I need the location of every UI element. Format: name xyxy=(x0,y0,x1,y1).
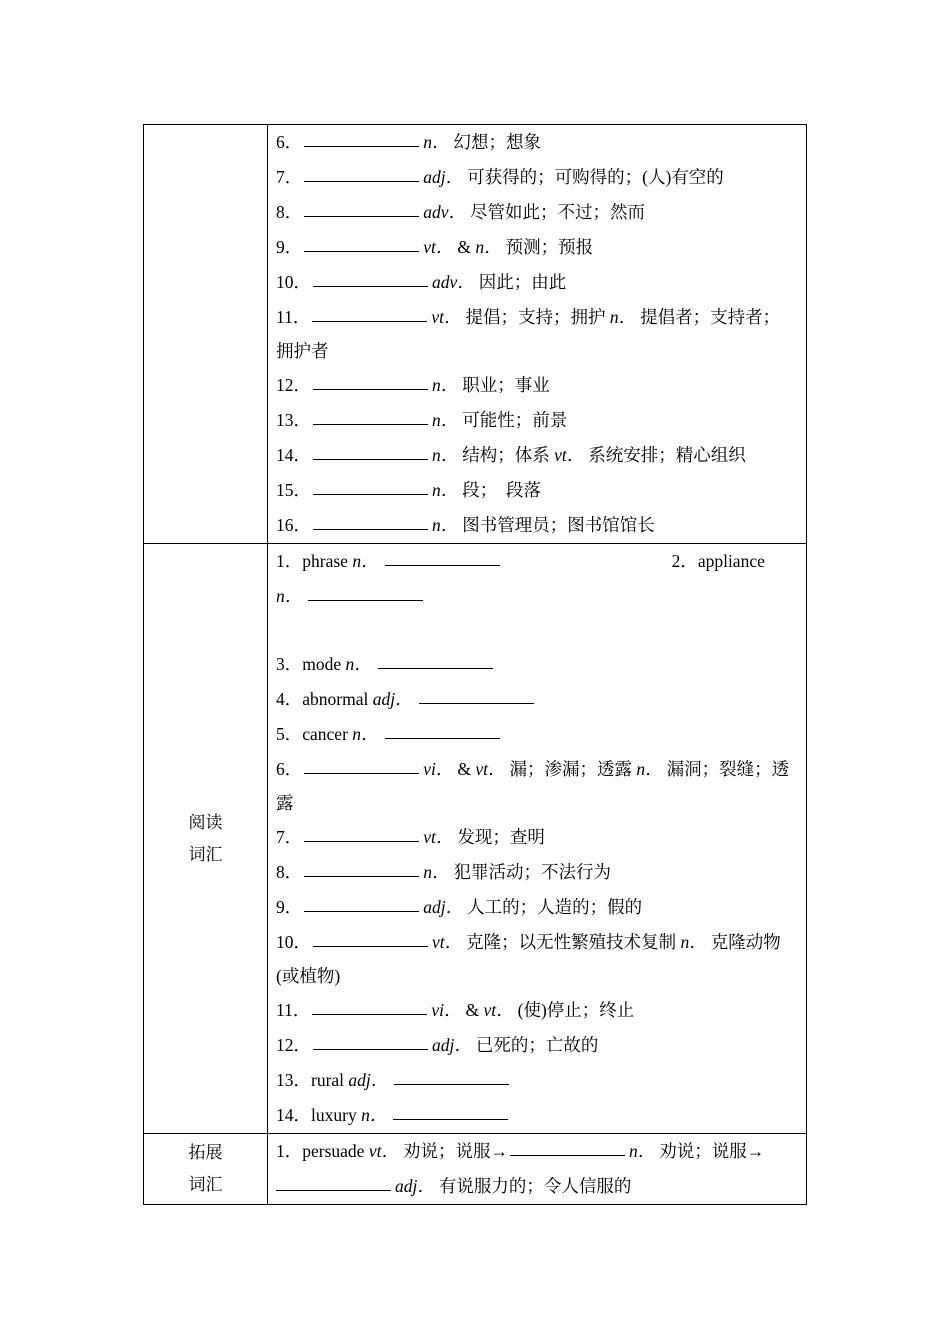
extended-category-cell xyxy=(144,1134,268,1205)
category-label: 词汇 xyxy=(188,1175,223,1195)
list-item: 14． n． 结构；体系 vt． 系统安排；精心组织 xyxy=(276,445,746,465)
answer-blank[interactable] xyxy=(313,493,428,495)
list-item: 1．phrase n． 2．appliance xyxy=(276,551,765,571)
answer-blank[interactable] xyxy=(385,737,500,739)
answer-blank[interactable] xyxy=(313,458,428,460)
reading-items-cell xyxy=(268,544,807,1134)
list-item: 14．luxury n． xyxy=(276,1098,797,1133)
answer-blank[interactable] xyxy=(313,1048,428,1050)
extended-vocab-row xyxy=(144,1134,807,1205)
list-item: 8． adv． 尽管如此；不过；然而 xyxy=(276,202,646,222)
answer-blank[interactable] xyxy=(393,1118,508,1120)
list-item: 7． vt． 发现；查明 xyxy=(276,827,545,847)
answer-blank[interactable] xyxy=(312,1013,427,1015)
answer-blank[interactable] xyxy=(304,215,419,217)
core-items-cell xyxy=(268,125,807,544)
list-item: 6． vi． & vt． 漏；渗漏；透露 n． 漏洞；裂缝；透露 xyxy=(276,759,790,813)
list-item: 9． adj． 人工的；人造的；假的 xyxy=(276,897,643,917)
answer-blank[interactable] xyxy=(304,772,419,774)
list-item: 4．abnormal adj． xyxy=(276,682,797,717)
category-label: 阅读 xyxy=(188,812,223,833)
list-item: 7． adj． 可获得的；可购得的；(人)有空的 xyxy=(276,167,724,187)
list-item: n． xyxy=(276,579,797,614)
list-item: 10． vt． 克隆；以无性繁殖技术复制 n． 克隆动物(或植物) xyxy=(276,932,781,986)
answer-blank[interactable] xyxy=(313,528,428,530)
vocabulary-table xyxy=(143,124,807,1205)
answer-blank[interactable] xyxy=(312,320,427,322)
list-item: 1．persuade vt． 劝说；说服→ n． 劝说；说服→ xyxy=(276,1141,765,1161)
answer-blank[interactable] xyxy=(276,1189,391,1191)
answer-blank[interactable] xyxy=(385,564,500,566)
answer-blank[interactable] xyxy=(313,388,428,390)
extended-items-cell xyxy=(268,1134,807,1205)
list-item: 5．cancer n． xyxy=(276,717,797,752)
list-item: 12． adj． 已死的；亡故的 xyxy=(276,1035,599,1055)
answer-blank[interactable] xyxy=(304,250,419,252)
answer-blank[interactable] xyxy=(394,1083,509,1085)
list-item: adj． 有说服力的；令人信服的 xyxy=(276,1169,797,1204)
list-item: 8． n． 犯罪活动；不法行为 xyxy=(276,862,611,882)
list-item: 13． n． 可能性；前景 xyxy=(276,410,568,430)
list-item: 11． vi． & vt． (使)停止；终止 xyxy=(276,1000,635,1020)
list-item: 16． n． 图书管理员；图书馆馆长 xyxy=(276,515,655,535)
reading-vocab-row xyxy=(144,544,807,1134)
answer-blank[interactable] xyxy=(308,599,423,601)
list-item: 12． n． 职业；事业 xyxy=(276,375,550,395)
list-item: 9． vt． & n． 预测；预报 xyxy=(276,237,594,257)
core-category-cell xyxy=(144,125,268,544)
core-vocab-row xyxy=(144,125,807,544)
answer-blank[interactable] xyxy=(313,945,428,947)
category-label: 词汇 xyxy=(188,844,223,865)
answer-blank[interactable] xyxy=(313,423,428,425)
answer-blank[interactable] xyxy=(304,875,419,877)
list-item: 6． n． 幻想；想象 xyxy=(276,132,541,152)
list-item: 11． vt． 提倡；支持；拥护 n． 提倡者；支持者；拥护者 xyxy=(276,307,781,361)
answer-blank[interactable] xyxy=(510,1154,625,1156)
answer-blank[interactable] xyxy=(304,840,419,842)
answer-blank[interactable] xyxy=(313,285,428,287)
list-item: 13．rural adj． xyxy=(276,1063,797,1098)
reading-category-cell xyxy=(144,544,268,1134)
answer-blank[interactable] xyxy=(378,667,493,669)
answer-blank[interactable] xyxy=(304,145,419,147)
list-item: 15． n． 段； 段落 xyxy=(276,480,541,500)
list-item: 10． adv． 因此；由此 xyxy=(276,272,567,292)
category-label: 拓展 xyxy=(188,1143,223,1163)
answer-blank[interactable] xyxy=(419,702,534,704)
list-item: 3．mode n． xyxy=(276,647,797,682)
answer-blank[interactable] xyxy=(304,910,419,912)
answer-blank[interactable] xyxy=(304,180,419,182)
